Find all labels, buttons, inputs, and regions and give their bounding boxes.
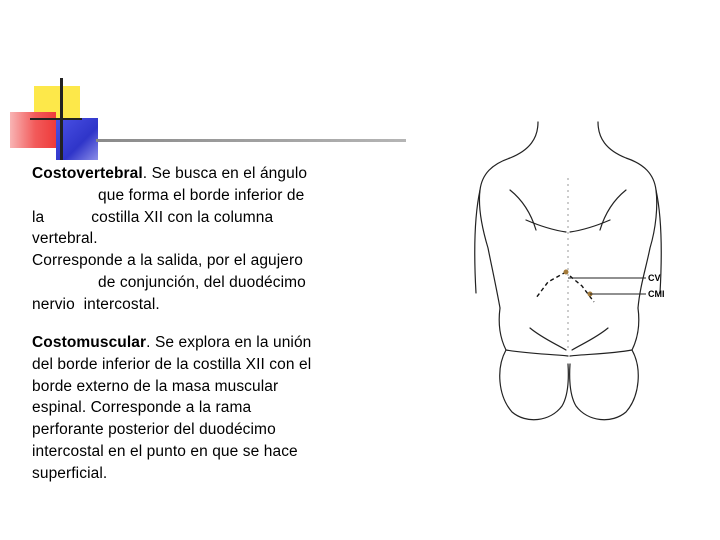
back-torso-illustration	[470, 118, 670, 428]
cmi-label: CMI	[648, 289, 665, 299]
paragraph-line: Corresponde a la salida, por el agujero	[32, 252, 304, 270]
paragraph-line: intercostal en el punto en que se hace	[32, 442, 298, 460]
paragraph-line: nervio intercostal.	[32, 295, 160, 313]
paragraph-line: que forma el borde inferior de	[98, 186, 305, 204]
costovertebral-term: Costovertebral	[32, 165, 143, 182]
costomuscular-term: Costomuscular	[32, 334, 147, 351]
paragraph-line: superficial.	[32, 464, 108, 482]
paragraph-line: de conjunción, del duodécimo	[98, 273, 306, 291]
paragraph-line: la costilla XII con la columna	[32, 208, 274, 226]
paragraph-line: del borde inferior de la costilla XII con el	[32, 355, 312, 373]
paragraph-line: vertebral.	[32, 230, 98, 248]
logo-horizontal-line	[30, 118, 82, 120]
paragraph-line: espinal. Corresponde a la rama	[32, 399, 252, 417]
paragraph-line: Costomuscular. Se explora en la unión	[32, 334, 312, 351]
torso-drawing	[470, 118, 670, 428]
paragraph-line: Costovertebral. Se busca en el ángulo	[32, 165, 308, 182]
costovertebral-paragraph	[32, 163, 357, 316]
paragraph-line: borde externo de la masa muscular	[32, 377, 279, 395]
paragraph-line: perforante posterior del duodécimo	[32, 421, 276, 439]
cv-label: CV	[648, 273, 661, 283]
title-rule	[96, 139, 406, 142]
costomuscular-paragraph	[32, 332, 357, 485]
